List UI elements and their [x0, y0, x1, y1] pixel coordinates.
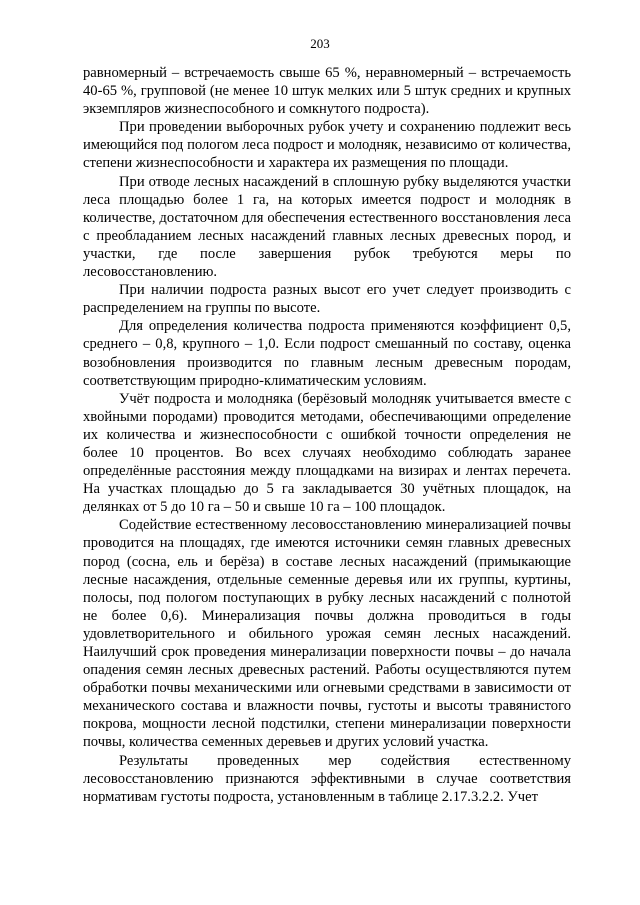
- paragraph-coefficients: Для определения количества подроста применяются коэффициент 0,5, среднего – 0,8, крупного – 1,0. Если подрост смешанный по составу, оценка возобновления производится по главным лесным древесным породам, соответствующим природно-климатическим условиям.: [83, 318, 571, 389]
- paragraph-undergrowth-count: Учёт подроста и молодняка (берёзовый молодняк учитывается вместе с хвойными породами) проводится методами, обеспечивающими определение их количества и жизнеспособности с ошибкой точности определения не более 10 процентов. Во всех случаях необходимо соблюдать заранее определённые расстояния между площадками на визирах и лентах перечета. На участках площадью до 5 га закладывается 30 учётных площадок, на делянках от 5 до 10 га – 50 и свыше 10 га – 100 площадок.: [83, 390, 571, 516]
- body-text: [83, 64, 571, 806]
- paragraph-results: Результаты проведенных мер содействия естественному лесовосстановлению признаются эффективными в случае соответствия нормативам густоты подроста, установленным в таблице 2.17.3.2.2. Учет: [83, 752, 571, 805]
- paragraph-selective-cutting: При проведении выборочных рубок учету и сохранению подлежит весь имеющийся под пологом леса подрост и молодняк, независимо от количества, степени жизнеспособности и характера их размещения по площади.: [83, 119, 571, 172]
- paragraph-mineralization: Содействие естественному лесовосстановлению минерализацией почвы проводится на площадях, где имеются источники семян главных древесных пород (сосна, ель и берёза) в составе лесных насаждений (примыкающие лесные насаждения, отдельные семенные деревья или их группы, куртины, полосы, под пологом поступающих в рубку лесных насаждений с полнотой не более 0,6). Минерализация почвы должна проводиться в годы удовлетворительного и обильного урожая семян лесных насаждений. Наилучший срок проведения минерализации поверхности почвы – до начала опадения семян лесных древесных растений. Работы осуществляются путем обработки почвы механическими или огневыми средствами в зависимости от механического состава и влажности почвы, густоты и высоты травянистого покрова, мощности лесной подстилки, степени минерализации поверхности почвы, количества семенных деревьев и других условий участка.: [83, 517, 571, 751]
- paragraph-continued: равномерный – встречаемость свыше 65 %, неравномерный – встречаемость 40-65 %, групповой (не менее 10 штук мелких или 5 штук средних и крупных экземпляров жизнеспособного и сомкнутого подроста).: [83, 65, 571, 118]
- page-number: 203: [310, 36, 330, 51]
- paragraph-height-groups: При наличии подроста разных высот его учет следует производить с распределением на группы по высоте.: [83, 282, 571, 317]
- paragraph-clear-cutting: При отводе лесных насаждений в сплошную рубку выделяются участки леса площадью более 1 га, на которых имеется подрост и молодняк в количестве, достаточном для обеспечения естественного восстановления леса с преобладанием лесных насаждений главных лесных древесных пород, и участки, где после завершения рубок требуются меры по лесовосстановлению.: [83, 173, 571, 281]
